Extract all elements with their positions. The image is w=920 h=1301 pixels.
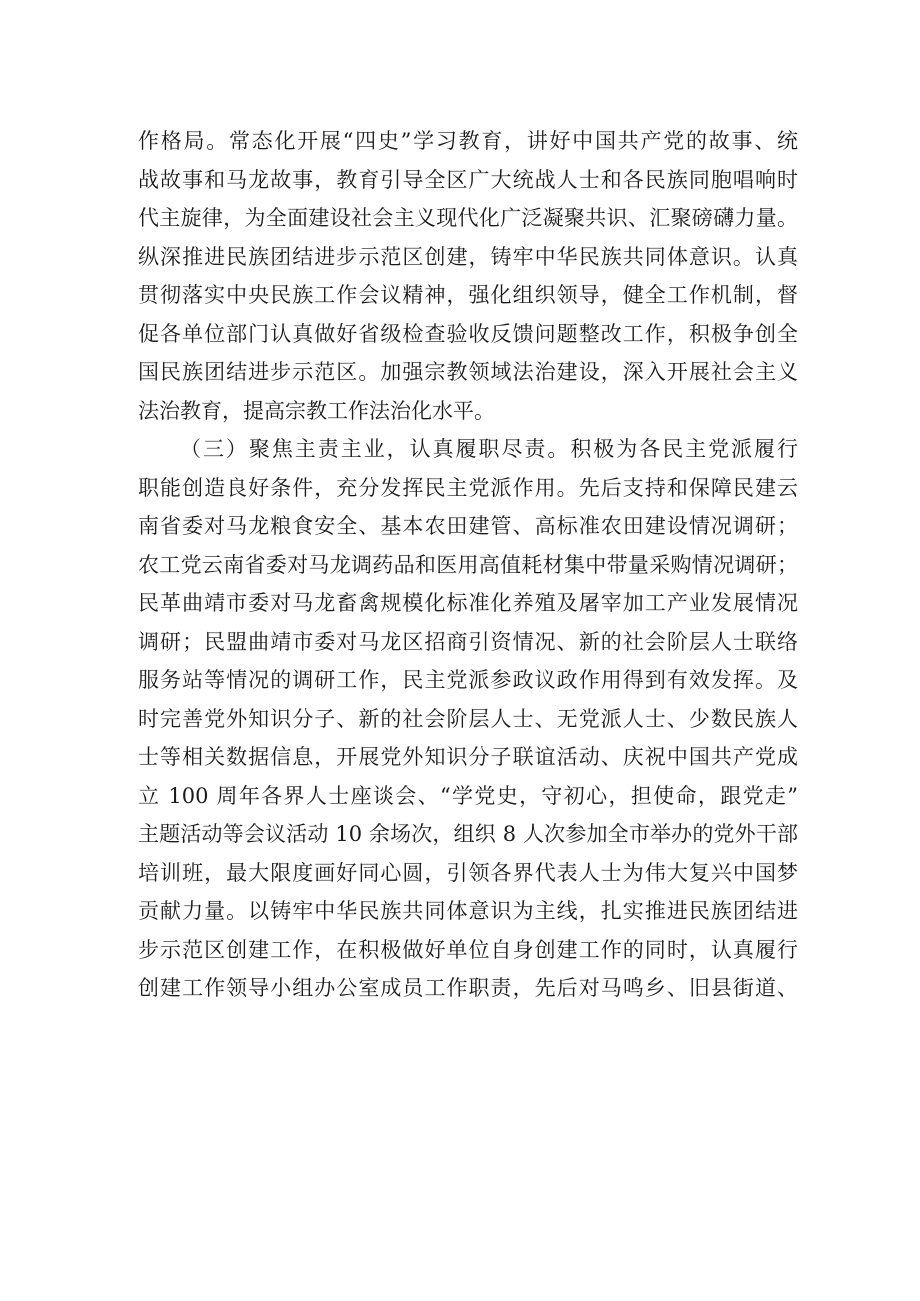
text-line: 调研；民盟曲靖市委对马龙区招商引资情况、新的社会阶层人士联络 bbox=[138, 629, 798, 654]
text-line: 作格局。常态化开展“四史”学习教育，讲好中国共产党的故事、统 bbox=[138, 129, 798, 153]
text-line: 促各单位部门认真做好省级检查验收反馈问题整改工作，积极争创全 bbox=[138, 321, 798, 346]
text-line: 步示范区创建工作，在积极做好单位自身创建工作的同时，认真履行 bbox=[138, 937, 798, 962]
text-line: 时完善党外知识分子、新的社会阶层人士、无党派人士、少数民族人 bbox=[138, 706, 798, 731]
text-line: 法治教育，提高宗教工作法治化水平。 bbox=[138, 398, 495, 423]
text-line: 南省委对马龙粮食安全、基本农田建管、高标准农田建设情况调研； bbox=[138, 514, 798, 538]
text-line: 战故事和马龙故事，教育引导全区广大统战人士和各民族同胞唱响时 bbox=[138, 167, 798, 192]
text-line: 纵深推进民族团结进步示范区创建，铸牢中华民族共同体意识。认真 bbox=[138, 244, 798, 269]
document-body bbox=[138, 122, 798, 1008]
text-line: 代主旋律，为全面建设社会主义现代化广泛凝聚共识、汇聚磅礴力量。 bbox=[138, 206, 798, 230]
text-line: 民革曲靖市委对马龙畜禽规模化标准化养殖及屠宰加工产业发展情况 bbox=[138, 591, 798, 615]
text-line: 创建工作领导小组办公室成员工作职责，先后对马鸣乡、旧县街道、 bbox=[138, 976, 798, 1000]
text-line: 主题活动等会议活动 10 余场次，组织 8 人次参加全市举办的党外干部 bbox=[138, 822, 798, 846]
text-line: 士等相关数据信息，开展党外知识分子联谊活动、庆祝中国共产党成 bbox=[138, 745, 798, 769]
text-line: 国民族团结进步示范区。加强宗教领域法治建设，深入开展社会主义 bbox=[138, 360, 798, 384]
text-line: （三）聚焦主责主业，认真履职尽责。积极为各民主党派履行 bbox=[180, 437, 798, 461]
paragraph-1 bbox=[138, 122, 798, 430]
paragraph-2 bbox=[138, 430, 798, 1008]
text-line: 贯彻落实中央民族工作会议精神，强化组织领导，健全工作机制，督 bbox=[138, 283, 798, 307]
text-line: 职能创造良好条件，充分发挥民主党派作用。先后支持和保障民建云 bbox=[138, 475, 798, 500]
text-line: 立 100 周年各界人士座谈会、“学党史，守初心，担使命，跟党走” bbox=[138, 783, 798, 808]
text-line: 服务站等情况的调研工作，民主党派参政议政作用得到有效发挥。及 bbox=[138, 668, 798, 692]
text-line: 贡献力量。以铸牢中华民族共同体意识为主线，扎实推进民族团结进 bbox=[138, 899, 798, 923]
text-line: 农工党云南省委对马龙调药品和医用高值耗材集中带量采购情况调研； bbox=[138, 552, 798, 577]
text-line: 培训班，最大限度画好同心圆，引领各界代表人士为伟大复兴中国梦 bbox=[138, 860, 798, 885]
